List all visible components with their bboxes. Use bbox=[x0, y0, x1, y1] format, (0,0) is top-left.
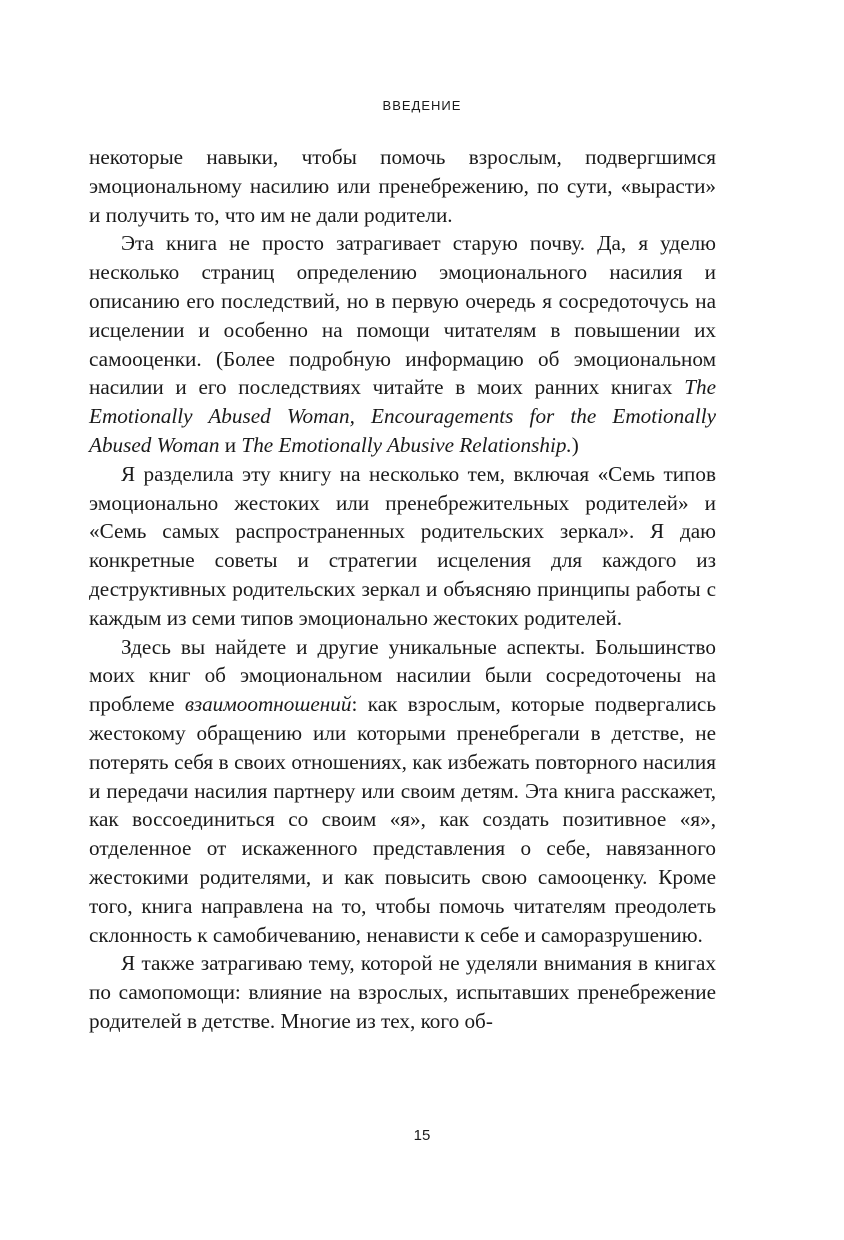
paragraph-4 bbox=[89, 633, 716, 950]
running-header: ВВЕДЕНИЕ bbox=[382, 98, 462, 113]
page-number: 15 bbox=[413, 1127, 431, 1144]
book-title-2: The Emotionally Abusive Relationship. bbox=[241, 432, 572, 457]
paragraph-1: некоторые навыки, чтобы помочь взрослым, подвергшимся эмоциональному насилию или пренебрежению, по сути, «вырасти» и получить то, что им не дали родители. bbox=[89, 145, 716, 227]
book-title-1: The Emotionally Abused Woman, Encouragements for the Emotionally Abused Woman bbox=[89, 375, 716, 457]
paragraph-4-text-a: Здесь вы найдете и другие уникальные аспекты. Большинство моих книг об эмоциональном насилии были сосредоточены на проблеме bbox=[89, 634, 716, 717]
paragraph-5: Я также затрагиваю тему, которой не уделяли внимания в книгах по самопомощи: влияние на взрослых, испытавших пренебрежение родителей в детстве. Многие из тех, кого об- bbox=[89, 951, 716, 1033]
paragraph-2-text-c: ) bbox=[571, 432, 579, 457]
paragraph-2 bbox=[89, 229, 716, 459]
paragraph-4-text-b: : как взрослым, которые подвергались жестокому обращению или которыми пренебрегали в детстве, не потерять себя в своих отношениях, как избежать повторного насилия и передачи насилия партнеру или своим детям. Эта книга расскажет, как воссоединиться со своим «я», как создать позитивное «я», отделенное от искаженного представления о себе, навязанного жестокими родителями, и как повысить свою самооценку. Кроме того, книга направлена на то, чтобы помочь читателям преодолеть склонность к самобичеванию, ненависти к себе и саморазрушению. bbox=[89, 692, 716, 947]
emphasis-relationships: взаимоотношений bbox=[184, 692, 352, 717]
body-text bbox=[89, 143, 716, 1036]
paragraph-2-text-b: и bbox=[219, 432, 242, 457]
paragraph-2-text-a: Эта книга не просто затрагивает старую почву. Да, я уделю несколько страниц определению эмоционального насилия и описанию его последствий, но в первую очередь я сосредоточусь на исцелении и особенно на помощи читателям в повышении их самооценки. (Более подробную информацию об эмоциональном насилии и его последствиях читайте в моих ранних книгах bbox=[89, 231, 716, 400]
paragraph-3: Я разделила эту книгу на несколько тем, включая «Семь типов эмоционально жестоких или пренебрежительных родителей» и «Семь самых распространенных родительских зеркал». Я даю конкретные советы и стратегии исцеления для каждого из деструктивных родительских зеркал и объясняю принципы работы с каждым из семи типов эмоционально жестоких родителей. bbox=[89, 461, 716, 630]
